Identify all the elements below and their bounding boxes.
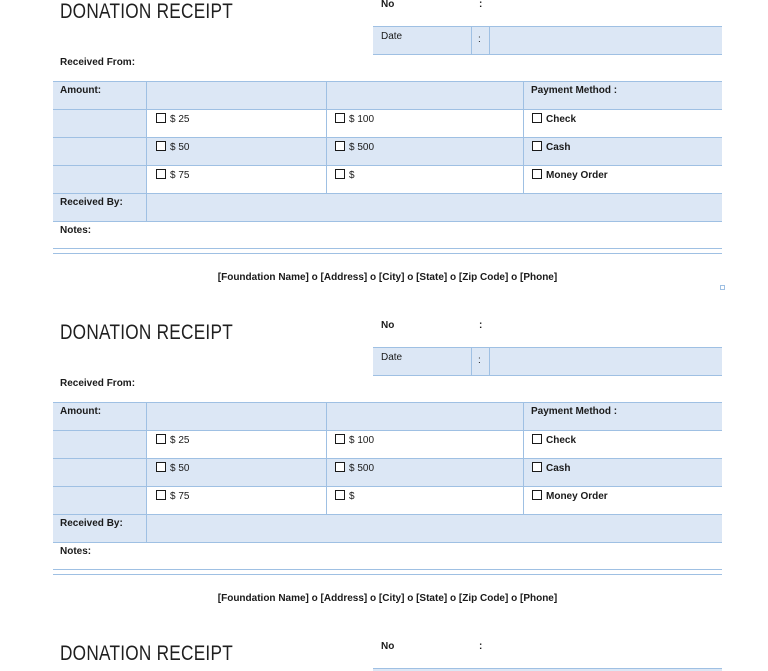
date-label: Date [381, 352, 403, 363]
method-option-cash[interactable]: Cash [532, 141, 570, 153]
receipt-no-colon: : [479, 0, 483, 10]
notes-label: Notes: [60, 546, 92, 557]
checkbox-icon[interactable] [532, 490, 542, 500]
amount-label: Amount: [60, 406, 102, 417]
checkbox-icon[interactable] [532, 434, 542, 444]
checkbox-icon[interactable] [156, 462, 166, 472]
date-row [373, 347, 722, 376]
amount-option-25[interactable]: $ 25 [156, 113, 189, 125]
amount-label: Amount: [60, 85, 102, 96]
date-row [373, 26, 722, 55]
method-option-money-order[interactable]: Money Order [532, 169, 608, 181]
checkbox-icon[interactable] [156, 141, 166, 151]
checkbox-icon[interactable] [532, 141, 542, 151]
donation-receipt-1 [53, 0, 722, 313]
divider [53, 248, 722, 254]
checkbox-icon[interactable] [335, 434, 345, 444]
checkbox-icon[interactable] [532, 462, 542, 472]
donation-receipt-2 [53, 313, 722, 634]
date-colon: : [478, 355, 481, 366]
amount-option-100[interactable]: $ 100 [335, 113, 374, 125]
marker-square [720, 285, 725, 290]
amount-option-other[interactable]: $ [335, 169, 355, 181]
notes-field[interactable] [143, 543, 722, 570]
amount-header-row [53, 403, 722, 431]
amount-row-3 [53, 166, 722, 194]
amount-option-75[interactable]: $ 75 [156, 169, 189, 181]
date-colon: : [478, 34, 481, 45]
checkbox-icon[interactable] [156, 490, 166, 500]
method-option-check[interactable]: Check [532, 113, 576, 125]
amount-row-1 [53, 431, 722, 459]
receipt-title: DONATION RECEIPT [60, 321, 233, 344]
checkbox-icon[interactable] [156, 113, 166, 123]
received-by-label: Received By: [60, 518, 123, 529]
checkbox-icon[interactable] [335, 113, 345, 123]
received-by-row [53, 194, 722, 222]
amount-option-500[interactable]: $ 500 [335, 141, 374, 153]
received-from-label: Received From: [60, 378, 136, 389]
received-from-label: Received From: [60, 57, 136, 68]
amount-option-75[interactable]: $ 75 [156, 490, 189, 502]
payment-method-label: Payment Method : [531, 406, 618, 417]
notes-field[interactable] [143, 222, 722, 249]
payment-method-label: Payment Method : [531, 85, 618, 96]
amount-row-2 [53, 459, 722, 487]
amount-option-50[interactable]: $ 50 [156, 141, 189, 153]
amount-option-100[interactable]: $ 100 [335, 434, 374, 446]
date-label: Date [381, 31, 403, 42]
checkbox-icon[interactable] [335, 141, 345, 151]
received-from-row [53, 375, 722, 403]
receipt-no-label: No [381, 641, 395, 652]
notes-row [53, 222, 722, 249]
divider [53, 569, 722, 575]
receipt-footer: [Foundation Name] o [Address] o [City] o [State] o [Zip Code] o [Phone] [217, 272, 558, 283]
amount-option-500[interactable]: $ 500 [335, 462, 374, 474]
received-by-field[interactable] [147, 194, 722, 221]
receipt-no-label: No [381, 320, 395, 331]
receipt-no-colon: : [479, 320, 483, 331]
checkbox-icon[interactable] [335, 490, 345, 500]
notes-label: Notes: [60, 225, 92, 236]
checkbox-icon[interactable] [532, 169, 542, 179]
amount-option-50[interactable]: $ 50 [156, 462, 189, 474]
amount-option-25[interactable]: $ 25 [156, 434, 189, 446]
checkbox-icon[interactable] [532, 113, 542, 123]
method-option-cash[interactable]: Cash [532, 462, 570, 474]
checkbox-icon[interactable] [156, 434, 166, 444]
received-by-field[interactable] [147, 515, 722, 542]
method-option-check[interactable]: Check [532, 434, 576, 446]
date-field[interactable] [490, 27, 722, 54]
amount-row-3 [53, 487, 722, 515]
donation-receipt-3 [53, 634, 722, 671]
amount-row-2 [53, 138, 722, 166]
checkbox-icon[interactable] [156, 169, 166, 179]
receipt-title: DONATION RECEIPT [60, 0, 233, 23]
receipt-no-colon: : [479, 641, 483, 652]
received-from-field[interactable] [143, 54, 722, 81]
checkbox-icon[interactable] [335, 462, 345, 472]
method-option-money-order[interactable]: Money Order [532, 490, 608, 502]
received-from-field[interactable] [143, 375, 722, 402]
notes-row [53, 543, 722, 570]
received-by-row [53, 515, 722, 543]
receipt-title: DONATION RECEIPT [60, 642, 233, 665]
received-from-row [53, 54, 722, 82]
receipt-no-label: No [381, 0, 395, 10]
checkbox-icon[interactable] [335, 169, 345, 179]
receipt-footer: [Foundation Name] o [Address] o [City] o [State] o [Zip Code] o [Phone] [217, 593, 558, 604]
amount-option-other[interactable]: $ [335, 490, 355, 502]
date-field[interactable] [490, 348, 722, 375]
amount-header-row [53, 82, 722, 110]
received-by-label: Received By: [60, 197, 123, 208]
amount-row-1 [53, 110, 722, 138]
